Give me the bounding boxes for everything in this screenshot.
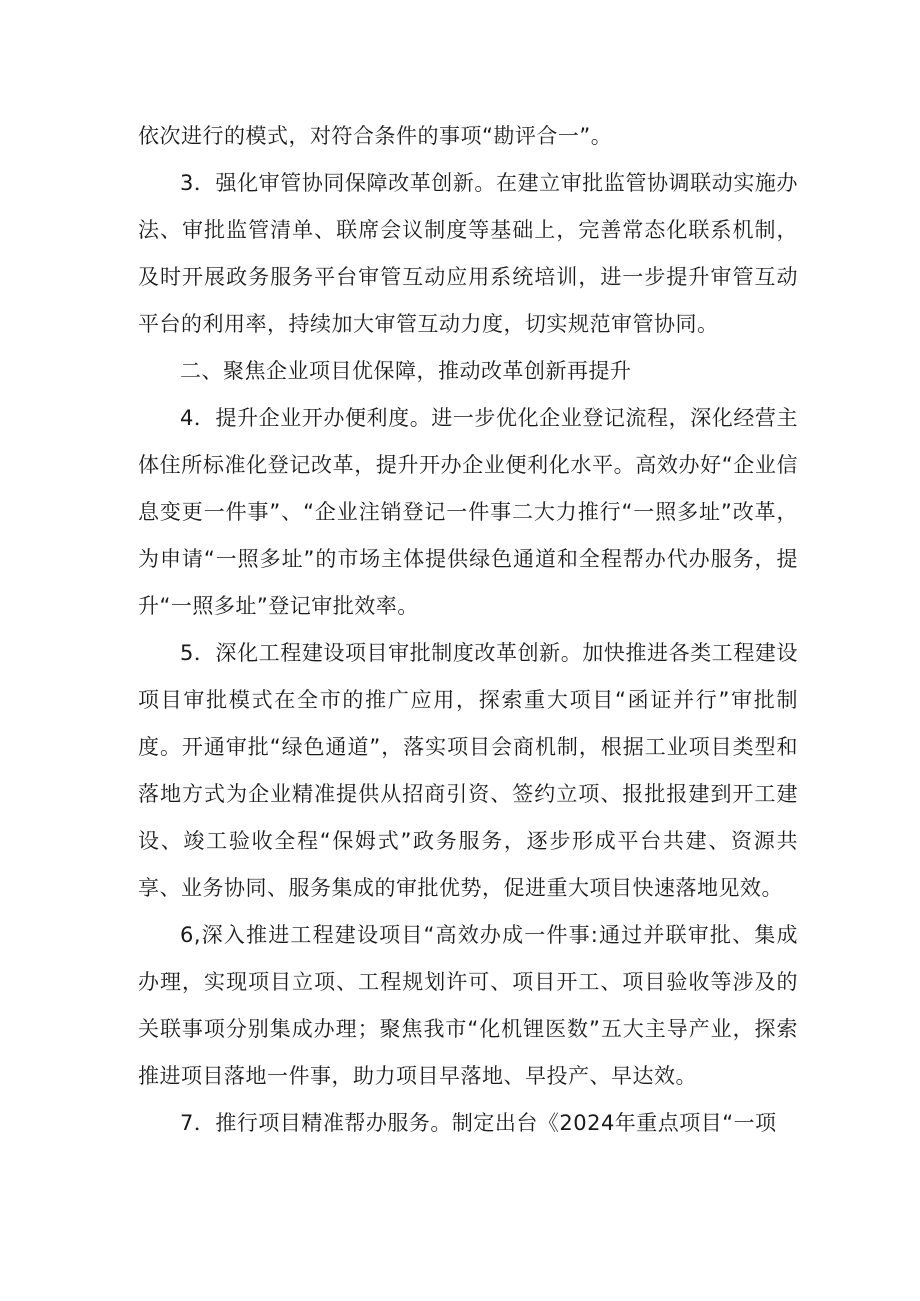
paragraph-item-5: 5．深化工程建设项目审批制度改革创新。加快推进各类工程建设项目审批模式在全市的推广应用，探索重大项目“函证并行”审批制度。开通审批“绿色通道”，落实项目会商机制，根据工业项目类型和落地方式为企业精准提供从招商引资、签约立项、报批报建到开工建设、竣工验收全程“保姆式”政务服务，逐步形成平台共建、资源共享、业务协同、服务集成的审批优势，促进重大项目快速落地见效。 — [138, 641, 798, 900]
paragraph-item-7: 7．推行项目精准帮办服务。制定出台《2024年重点项目“一项 — [180, 1111, 777, 1135]
paragraph-continuation: 依次进行的模式，对符合条件的事项“勘评合一”。 — [138, 124, 613, 148]
section-heading-2: 二、聚焦企业项目优保障，推动改革创新再提升 — [180, 359, 632, 383]
paragraph-item-4: 4．提升企业开办便利度。进一步优化企业登记流程，深化经营主体住所标准化登记改革，提升开办企业便利化水平。高效办好“企业信息变更一件事”、“企业注销登记一件事二大力推行“一照多址”改革，为申请“一照多址”的市场主体提供绿色通道和全程帮办代办服务，提升“一照多址”登记审批效率。 — [138, 406, 798, 618]
paragraph-item-6: 6,深入推进工程建设项目“高效办成一件事:通过并联审批、集成办理，实现项目立项、工程规划许可、项目开工、项目验收等涉及的关联事项分别集成办理；聚焦我市“化机锂医数”五大主导产业，探索推进项目落地一件事，助力项目早落地、早投产、早达效。 — [138, 923, 798, 1088]
paragraph-item-3: 3．强化审管协同保障改革创新。在建立审批监管协调联动实施办法、审批监管清单、联席会议制度等基础上，完善常态化联系机制，及时开展政务服务平台审管互动应用系统培训，进一步提升审管互动平台的利用率，持续加大审管互动力度，切实规范审管协同。 — [138, 171, 798, 336]
document-body — [138, 113, 798, 1147]
